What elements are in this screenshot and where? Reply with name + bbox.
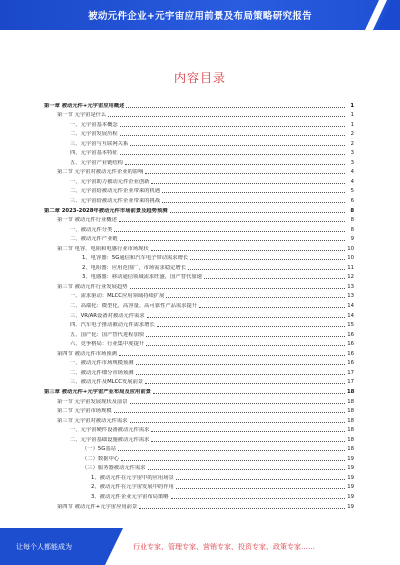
toc-page-number: 16: [347, 350, 354, 357]
toc-entry-text: 第一节 元宇宙是什么: [57, 112, 107, 119]
toc-entry-text: 一、被动元件市场规模预测: [70, 360, 134, 367]
toc-page-number: 17: [347, 369, 354, 376]
toc-entry[interactable]: [44, 290, 354, 300]
toc-page-number: 19: [347, 465, 354, 472]
toc-entry-text: 2、被动元件在元宇宙发展中的作用: [91, 484, 174, 491]
toc-entry-text: 五、元宇宙产业链结构: [70, 159, 123, 166]
toc-leader-dots: [151, 441, 345, 442]
toc-leader-dots: [199, 307, 345, 308]
toc-leader-dots: [162, 202, 345, 203]
toc-entry-text: 四、汽车电子推动被动元件需求增长: [70, 322, 155, 329]
toc-entry[interactable]: [44, 347, 354, 357]
toc-entry-text: 五、国产化：国产替代进程加快: [70, 331, 145, 338]
toc-entry-text: 三、元宇宙给被动元件企业带来的挑战: [70, 198, 161, 205]
footer-expert-list: 行业专家、管理专家、营销专家、投资专家、政策专家……: [133, 543, 315, 551]
toc-page-number: 19: [347, 503, 354, 510]
toc-entry-text: 2、电阻器：应用范围广，市场需求稳定增长: [82, 264, 187, 271]
toc-leader-dots: [120, 135, 345, 136]
toc-leader-dots: [121, 460, 345, 461]
toc-entry-text: 第四节 被动元件+元宇宙应用前景: [57, 503, 138, 510]
toc-page-number: 2: [350, 131, 354, 138]
toc-entry[interactable]: [44, 462, 354, 472]
toc-chapter-entry[interactable]: [44, 385, 354, 395]
toc-page-number: 16: [347, 341, 354, 348]
toc-entry-text: 一、元宇宙基本概念: [70, 121, 118, 128]
report-header: [0, 0, 400, 30]
toc-page-number: 1: [350, 121, 354, 128]
toc-entry-text: 第一节 元宇宙发展现状及前景: [57, 398, 128, 405]
toc-leader-dots: [108, 116, 345, 117]
toc-entry[interactable]: [44, 280, 354, 290]
toc-entry[interactable]: [44, 271, 354, 281]
toc-entry-text: 二、元宇宙给被动元件企业带来的机遇: [70, 188, 161, 195]
toc-leader-dots: [130, 145, 345, 146]
toc-leader-dots: [120, 240, 345, 241]
toc-leader-dots: [176, 488, 345, 489]
toc-leader-dots: [151, 183, 345, 184]
toc-leader-dots: [153, 393, 345, 394]
toc-entry-text: 三、被动元件及MLCC发展前景: [70, 379, 144, 386]
toc-entry[interactable]: [44, 233, 354, 243]
toc-entry-text: （三）服务器被动元件需求: [82, 465, 146, 472]
toc-entry-text: 1、电容器：5G通信和汽车电子带动需求增长: [82, 255, 189, 262]
toc-leader-dots: [148, 469, 345, 470]
toc-leader-dots: [125, 164, 345, 165]
toc-entry-text: 第三节 元宇宙对被动元件需求: [57, 417, 128, 424]
toc-entry[interactable]: [44, 299, 354, 309]
toc-entry[interactable]: [44, 490, 354, 500]
toc-leader-dots: [139, 508, 345, 509]
toc-entry[interactable]: [44, 357, 354, 367]
toc-chapter-entry[interactable]: [44, 204, 354, 214]
toc-entry-text: 一、元宇宙助力被动元件企业创新: [70, 178, 150, 185]
toc-entry-text: 3、被动元件企业元宇宙布局策略: [91, 493, 169, 500]
toc-entry[interactable]: [44, 242, 354, 252]
toc-leader-dots: [119, 221, 345, 222]
toc-leader-dots: [136, 374, 345, 375]
toc-entry-text: 第二章 2023-2028年被动元件市场前景及趋势预测: [44, 207, 168, 214]
toc-leader-dots: [166, 297, 345, 298]
toc-page-number: 10: [347, 255, 354, 262]
toc-entry-text: 第三章 被动元件+元宇宙产业布局及应用前景: [44, 388, 151, 395]
toc-entry[interactable]: [44, 185, 354, 195]
toc-entry[interactable]: [44, 414, 354, 424]
toc-page-number: 8: [350, 226, 354, 233]
toc-entry[interactable]: [44, 309, 354, 319]
toc-entry-text: 第二节 元宇宙对被动元件企业的影响: [57, 169, 144, 176]
toc-entry-text: 第一节 被动元件行业概述: [57, 217, 117, 224]
toc-heading: 内容目录: [173, 71, 226, 85]
toc-entry-text: 二、元宇宙发展历程: [70, 131, 118, 138]
toc-page-number: 1: [350, 102, 354, 109]
toc-page-number: 18: [347, 436, 354, 443]
toc-entry-text: 二、被动元件产业链: [70, 236, 118, 243]
toc-leader-dots: [136, 364, 345, 365]
toc-leader-dots: [114, 231, 345, 232]
toc-leader-dots: [157, 326, 345, 327]
toc-page-number: 19: [347, 455, 354, 462]
toc-page-number: 3: [350, 159, 354, 166]
toc-entry[interactable]: [44, 194, 354, 204]
toc-leader-dots: [170, 212, 345, 213]
toc-leader-dots: [145, 173, 345, 174]
toc-page-number: 17: [347, 379, 354, 386]
toc-page-number: 6: [350, 198, 354, 205]
toc-page-number: 18: [347, 388, 355, 395]
footer-banner: [0, 528, 400, 565]
toc-entry-text: 第三节 被动元件行业发展趋势: [57, 283, 128, 290]
toc-entry[interactable]: [44, 471, 354, 481]
toc-entry-text: 一、需求驱动：MLCC应用领域持续扩展: [70, 293, 165, 300]
toc-leader-dots: [145, 383, 345, 384]
toc-leader-dots: [151, 431, 345, 432]
toc-page-number: 18: [347, 446, 354, 453]
toc-entry-text: 1、被动元件在元宇宙中的应用场景: [91, 474, 174, 481]
toc-page-number: 10: [347, 245, 354, 252]
toc-leader-dots: [130, 288, 345, 289]
toc-page-number: 18: [347, 427, 354, 434]
toc-entry-text: 一、被动元件分类: [70, 226, 113, 233]
toc-entry[interactable]: [44, 137, 354, 147]
toc-entry-text: 三、元宇宙与互联网关系: [70, 140, 129, 147]
toc-entry[interactable]: [44, 118, 354, 128]
toc-leader-dots: [130, 422, 345, 423]
toc-page-number: 4: [350, 178, 354, 185]
toc-page-number: 18: [347, 417, 354, 424]
toc-entry[interactable]: [44, 424, 354, 434]
toc-entry-text: 第一章 被动元件+元宇宙应用概述: [44, 102, 125, 109]
toc-entry-text: 二、高端化：微型化、高容量、高可靠性产品需求提升: [70, 303, 198, 310]
toc-leader-dots: [146, 345, 345, 346]
toc-page-number: 14: [347, 312, 354, 319]
toc-entry-text: 一、元宇宙硬件设备被动元件需求: [70, 427, 150, 434]
toc-leader-dots: [151, 250, 345, 251]
toc-leader-dots: [114, 412, 345, 413]
toc-page-number: 16: [347, 331, 354, 338]
toc-leader-dots: [118, 450, 345, 451]
toc-leader-dots: [120, 154, 345, 155]
toc-leader-dots: [147, 317, 345, 318]
toc-entry[interactable]: [44, 338, 354, 348]
toc-entry-text: 二、元宇宙基础设施被动元件需求: [70, 436, 150, 443]
toc-page-number: 8: [350, 207, 354, 214]
toc-page-number: 19: [347, 484, 354, 491]
footer-slogan: 让每个人都能成为: [16, 543, 72, 551]
toc-page-number: 11: [347, 264, 354, 271]
toc-entry-text: 三、VR/AR设备对被动元件需求: [70, 312, 145, 319]
toc-entry-text: 六、竞争格局：行业集中度提升: [70, 341, 145, 348]
toc-entry-text: 第二节 元宇宙市场规模: [57, 408, 112, 415]
toc-leader-dots: [130, 403, 345, 404]
toc-entry[interactable]: [44, 147, 354, 157]
toc-page-number: 5: [350, 188, 354, 195]
toc-leader-dots: [204, 278, 345, 279]
toc-entry-text: 四、元宇宙基本特征: [70, 150, 118, 157]
toc-entry[interactable]: [44, 433, 354, 443]
toc-entry-text: 3、电感器：移动通信领域需求旺盛，国产替代加速: [82, 274, 202, 281]
toc-leader-dots: [162, 192, 345, 193]
toc-page-number: 16: [347, 360, 354, 367]
toc-entry[interactable]: [44, 452, 354, 462]
toc-entry[interactable]: [44, 166, 354, 176]
toc-page-number: 15: [347, 322, 354, 329]
toc-entry[interactable]: [44, 443, 354, 453]
toc-page-number: 9: [350, 236, 354, 243]
toc-page-number: 12: [347, 274, 354, 281]
table-of-contents: [44, 99, 354, 510]
toc-entry[interactable]: [44, 405, 354, 415]
toc-entry[interactable]: [44, 481, 354, 491]
toc-entry[interactable]: [44, 261, 354, 271]
toc-page-number: 19: [347, 493, 354, 500]
toc-entry[interactable]: [44, 109, 354, 119]
toc-page-number: 19: [347, 474, 354, 481]
toc-entry[interactable]: [44, 156, 354, 166]
toc-page-number: 18: [347, 408, 354, 415]
toc-entry-text: 二、被动元件细分市场预测: [70, 369, 134, 376]
toc-entry[interactable]: [44, 175, 354, 185]
toc-entry[interactable]: [44, 319, 354, 329]
toc-leader-dots: [119, 355, 345, 356]
toc-leader-dots: [171, 498, 345, 499]
toc-entry[interactable]: [44, 500, 354, 510]
toc-leader-dots: [146, 336, 345, 337]
toc-page-number: 18: [347, 398, 354, 405]
toc-entry-text: （一）5G基站: [82, 446, 116, 453]
toc-entry-text: 第四节 被动元件市场预测: [57, 350, 117, 357]
toc-page-number: 3: [350, 150, 354, 157]
toc-page-number: 4: [350, 169, 354, 176]
toc-entry[interactable]: [44, 252, 354, 262]
toc-page-number: 1: [350, 112, 354, 119]
toc-entry[interactable]: [44, 376, 354, 386]
toc-entry[interactable]: [44, 366, 354, 376]
toc-entry[interactable]: [44, 223, 354, 233]
toc-leader-dots: [176, 479, 345, 480]
toc-page-number: 2: [350, 140, 354, 147]
toc-leader-dots: [126, 107, 345, 108]
toc-page-number: 13: [347, 293, 354, 300]
toc-entry-text: 第二节 电容、电阻和电感行业市场现状: [57, 245, 149, 252]
toc-leader-dots: [188, 269, 345, 270]
toc-page-number: 8: [350, 217, 354, 224]
toc-leader-dots: [190, 259, 345, 260]
toc-entry[interactable]: [44, 395, 354, 405]
toc-chapter-entry[interactable]: [44, 99, 354, 109]
toc-entry[interactable]: [44, 128, 354, 138]
toc-entry[interactable]: [44, 328, 354, 338]
toc-entry-text: （二）数据中心: [82, 455, 120, 462]
toc-page-number: 13: [347, 283, 354, 290]
toc-leader-dots: [120, 126, 345, 127]
toc-page-number: 14: [347, 303, 354, 310]
report-title: 被动元件企业+元宇宙应用前景及布局策略研究报告: [88, 11, 312, 22]
toc-entry[interactable]: [44, 214, 354, 224]
